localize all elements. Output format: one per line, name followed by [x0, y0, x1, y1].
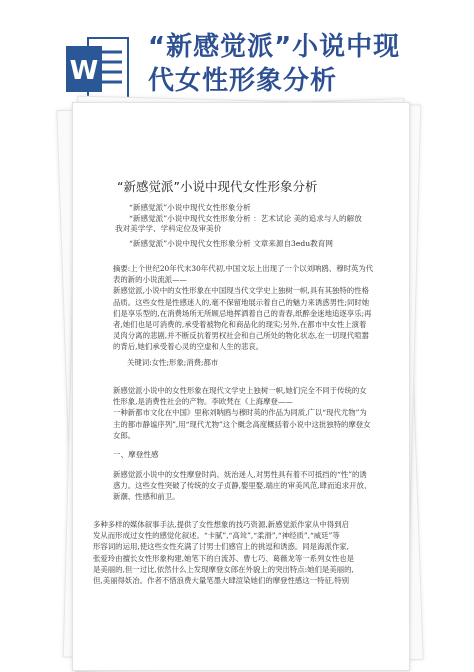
abstract-line: 表的新的小说流派——: [113, 275, 187, 285]
section1-line: 惑力。这些女性突破了传统的女子贞静,娶里娶,端庄的审美风范,肆而追求开放、: [113, 481, 372, 491]
page-title: [148, 30, 466, 98]
meta-line: “新感觉派”小说中现代女性形象分析: [129, 203, 251, 212]
intro-line: 一种新都市文化在中国》里称刘呐鸥与穆时英的作品为同质,广以“现代尤物”为: [113, 408, 367, 418]
section-heading: 一、摩登性感: [113, 450, 159, 459]
section1-line: 新潮、性感和前卫。: [113, 492, 180, 502]
word-document-icon: [66, 36, 130, 102]
abstract-line: 们是享乐型的,在消费场所无所顾忌地挥洒着自己的青春,纸醉金迷地追逐享乐;再: [113, 308, 372, 318]
intro-line: 主的都市静谧序列”,用“现代尤物”这个概念高度概括着小说中这批独特的摩登女: [113, 419, 371, 429]
document-title: “新感觉派”小说中现代女性形象分析: [117, 179, 318, 194]
document-preview: [0, 96, 474, 669]
section2-line: 发从而形成过女性的感觉化叙述。“卡腻”,“高耸”,“柔滑”,“神经质”,“威廷”等: [93, 531, 340, 541]
abstract: [113, 263, 375, 368]
abstract-line: 摘要:上个世纪20年代末30年代初,中国文坛上出现了一个以刘呐鸥、穆时英为代: [113, 264, 374, 273]
title-line-1: “新感觉派”小说中现: [148, 32, 401, 62]
abstract-line: 品质。这些女性是性感迷人的,毫不保留地展示着自己的魅力来诱惑男性;同时她: [113, 297, 370, 307]
section2-line: 但,美丽得妖冶。作者不惜浪费大量笔墨大肆渲染她们的摩登性感这一特征,特别: [93, 576, 349, 586]
section2-line: 形容词的运用,使这些女性充满了讨男士们感官上的挑逗和诱惑。同是海派作家,: [93, 542, 349, 552]
meta-line: “新感觉派”小说中现代女性形象分析 ：艺术试论 美的追求与人的解放: [129, 213, 362, 223]
meta-line: “新感觉派”小说中现代女性形象分析 文章来源自3edu教育网: [129, 238, 333, 248]
abstract-line: 者,她们也是可消费的,承受着被物化和商品化的现实;另外,在都市中女性上演着: [113, 320, 367, 330]
abstract-line: 的背后,她们承受着心灵的空虚和人生的悲哀。: [113, 342, 264, 352]
section2-line: 是美丽的,但一过比,依然什么上发现摩登女郎在外貌上的突出特点:她们是美丽的,: [93, 564, 354, 574]
keywords: 关键词:女性;形象;消费;都市: [127, 357, 219, 367]
word-icon-letter: W: [69, 56, 99, 86]
section2-paragraph: [93, 519, 393, 586]
meta-line: 我对美学学、学科定位及审美价: [115, 224, 222, 233]
intro-paragraph: [113, 385, 375, 441]
abstract-line: 新感觉派,小说中的女性形象在中国现当代文学史上独树一帜,具有其独特的性格: [113, 286, 369, 296]
intro-line: 新感觉派小说中的女性形象在现代文学史上独树一帜,她们完全不同于传统的女: [113, 386, 367, 395]
section2-line: 张爱玲由擅长女性形象构建,她笔下的白流苏、曹七巧、葛薇龙等一系列女性也是: [93, 553, 355, 563]
meta-block: [115, 203, 395, 249]
document-page: [72, 102, 410, 671]
section2-line: 多种多样的媒体叙事手法,提供了女性想象的技巧资源,新感觉派作家从中得到启: [93, 520, 349, 529]
intro-line: 女郎。: [113, 430, 136, 440]
intro-line: 性形象,是消费性社会的产物。李欧梵在《上海摩登——: [113, 397, 293, 407]
abstract-line: 灵肉分离的悲剧,并不断反抗着男权社会和自己所处的物化状态,在一切现代喧嚣: [113, 331, 369, 341]
section1-paragraph: [113, 469, 375, 503]
section1-line: 新感觉派小说中的女性摩登时尚、妩治迷人,对男性具有着不可抵挡的“性”的诱: [113, 470, 367, 479]
title-line-2: 代女性形象分析: [148, 66, 338, 96]
